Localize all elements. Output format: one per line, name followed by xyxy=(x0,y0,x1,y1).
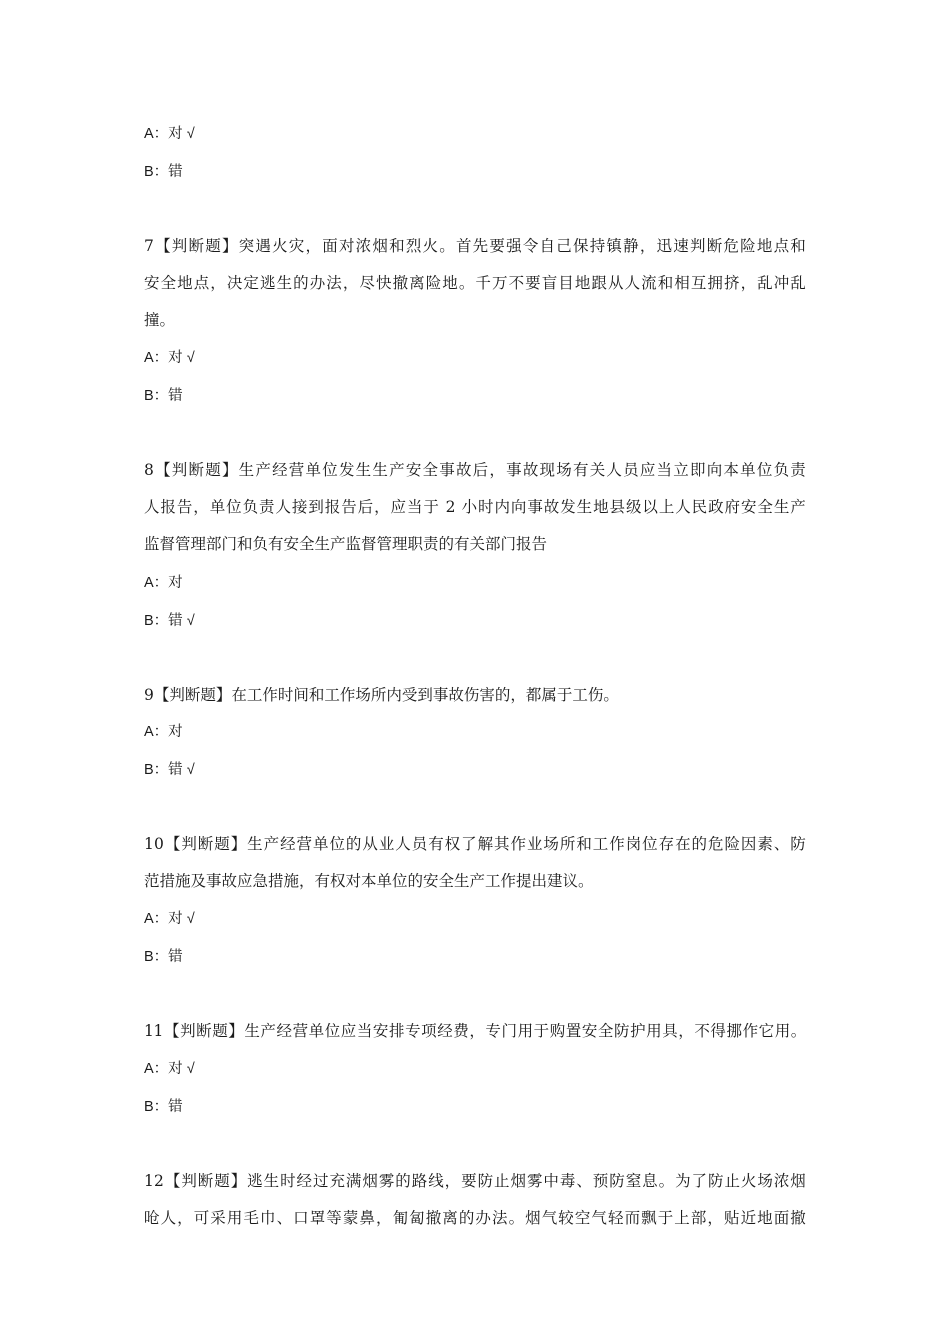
question-11-line-1: 11【判断题】生产经营单位应当安排专项经费，专门用于购置安全防护用具，不得挪作它用。 xyxy=(144,1022,806,1040)
question-12-line-2: 呛人，可采用毛巾、口罩等蒙鼻，匍匐撤离的办法。烟气较空气轻而飘于上部，贴近地面撤 xyxy=(144,1209,806,1227)
question-7-line-2: 安全地点，决定逃生的办法，尽快撤离险地。千万不要盲目地跟从人流和相互拥挤，乱冲乱 xyxy=(144,274,806,292)
question-10-option-b: B：错 xyxy=(144,949,183,965)
question-8-line-3: 监督管理部门和负有安全生产监督管理职责的有关部门报告 xyxy=(144,535,548,553)
question-7-option-a: A：对 √ xyxy=(144,350,195,366)
option-b: B：错 xyxy=(144,164,183,180)
question-8-line-1: 8【判断题】生产经营单位发生生产安全事故后，事故现场有关人员应当立即向本单位负责 xyxy=(144,461,806,479)
option-a: A：对 √ xyxy=(144,126,195,142)
question-7-line-1: 7【判断题】突遇火灾，面对浓烟和烈火。首先要强令自己保持镇静，迅速判断危险地点和 xyxy=(144,237,806,255)
question-11-option-b: B：错 xyxy=(144,1099,183,1115)
question-8-option-a: A：对 xyxy=(144,575,183,591)
question-10-line-2: 范措施及事故应急措施，有权对本单位的安全生产工作提出建议。 xyxy=(144,872,594,890)
question-9-option-b: B：错 √ xyxy=(144,762,195,778)
question-11-option-a: A：对 √ xyxy=(144,1061,195,1077)
question-10-line-1: 10【判断题】生产经营单位的从业人员有权了解其作业场所和工作岗位存在的危险因素、防 xyxy=(144,835,806,853)
question-8-line-2: 人报告，单位负责人接到报告后，应当于 2 小时内向事故发生地县级以上人民政府安全生产 xyxy=(144,498,806,516)
question-7-line-3: 撞。 xyxy=(144,311,176,329)
question-9-line-1: 9【判断题】在工作时间和工作场所内受到事故伤害的，都属于工伤。 xyxy=(144,686,619,704)
question-12-line-1: 12【判断题】逃生时经过充满烟雾的路线，要防止烟雾中毒、预防窒息。为了防止火场浓烟 xyxy=(144,1172,806,1190)
question-9-option-a: A：对 xyxy=(144,724,183,740)
question-8-option-b: B：错 √ xyxy=(144,613,195,629)
question-10-option-a: A：对 √ xyxy=(144,911,195,927)
question-7-option-b: B：错 xyxy=(144,388,183,404)
